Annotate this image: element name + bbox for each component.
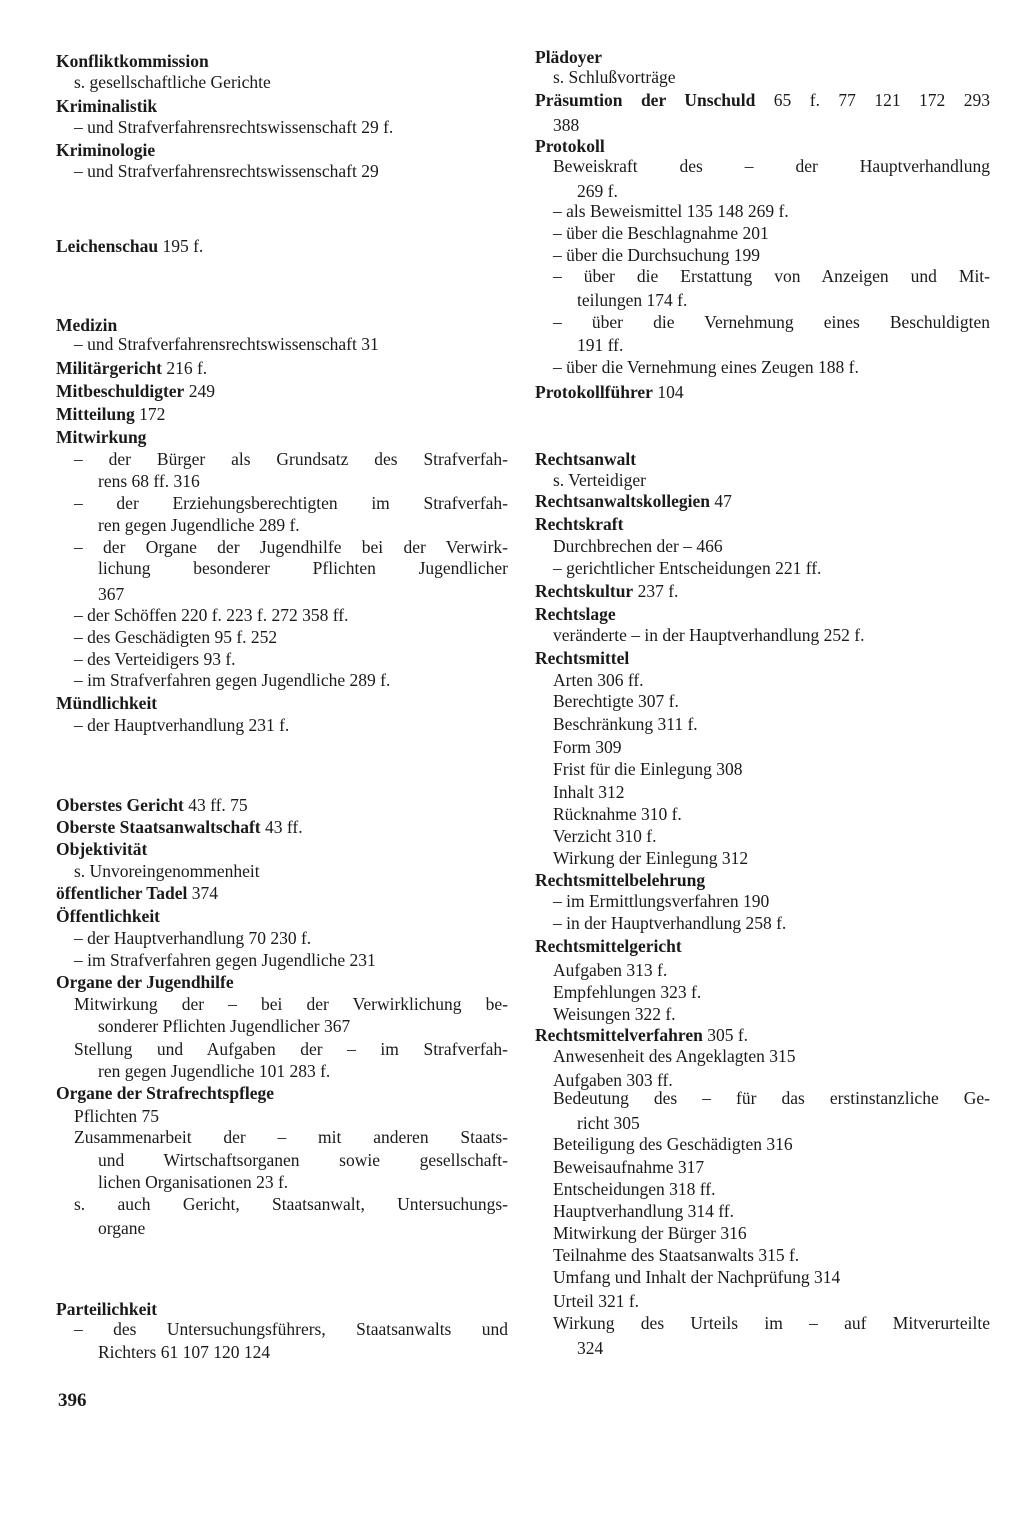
index-entry-headword	[56, 882, 508, 904]
index-entry-subentry: Form 309	[553, 737, 622, 757]
index-entry-subentry: Mitwirkung der – bei der Verwirklichung be-	[74, 994, 508, 1014]
index-entry-headword: Rechtslage	[535, 604, 616, 624]
index-entry-subentry: – im Strafverfahren gegen Jugendliche 289 f.	[74, 670, 391, 690]
entry-term: Rechtsanwaltskollegien	[535, 491, 710, 511]
index-entry-subentry: – des Geschädigten 95 f. 252	[74, 627, 278, 647]
entry-term: Oberste Staatsanwaltschaft	[56, 817, 261, 837]
index-entry-subentry: Anwesenheit des Angeklagten 315	[553, 1046, 796, 1066]
index-entry-subentry: Frist für die Einlegung 308	[553, 759, 743, 779]
index-entry-headword: Organe der Strafrechtspflege	[56, 1083, 275, 1103]
index-entry-headword: Rechtsmittel	[535, 648, 630, 668]
index-entry-subentry: Mitwirkung der Bürger 316	[553, 1223, 747, 1243]
index-entry-subentry: – der Erziehungsberechtigten im Strafverfah-	[74, 493, 508, 513]
index-entry-subentry: – über die Beschlagnahme 201	[553, 223, 769, 243]
index-entry-subentry: Aufgaben 313 f.	[553, 960, 668, 980]
index-entry-headword	[535, 89, 990, 111]
index-entry-headword: Organe der Jugendhilfe	[56, 972, 234, 992]
index-entry-subentry: – der Bürger als Grundsatz des Strafverfah-	[74, 449, 508, 469]
index-entry-subentry: – in der Hauptverhandlung 258 f.	[553, 913, 787, 933]
entry-term: Militärgericht	[56, 358, 162, 378]
index-entry-headword: Rechtsmittelbelehrung	[535, 870, 706, 890]
index-entry-headword	[56, 235, 508, 257]
entry-pages: 216 f.	[161, 358, 208, 378]
index-entry-subentry: Stellung und Aufgaben der – im Strafverfah-	[74, 1039, 508, 1059]
index-entry-subentry: Urteil 321 f.	[553, 1291, 640, 1311]
index-entry-subentry: – als Beweismittel 135 148 269 f.	[553, 201, 789, 221]
index-entry-headword: Plädoyer	[535, 47, 603, 67]
index-entry-subentry: rens 68 ff. 316	[98, 471, 200, 491]
index-entry-subentry: – und Strafverfahrensrechtswissenschaft 29 f.	[74, 117, 394, 137]
index-entry-subentry: – des Untersuchungsführers, Staatsanwalts und	[74, 1319, 508, 1339]
index-entry-headword	[56, 357, 508, 379]
index-entry-headword: Konfliktkommission	[56, 51, 209, 71]
entry-pages: 249	[184, 381, 215, 401]
index-entry-headword	[56, 794, 508, 816]
index-entry-subentry: Pflichten 75	[74, 1106, 160, 1126]
index-entry-subentry: – und Strafverfahrensrechtswissenschaft 31	[74, 334, 379, 354]
index-entry-subentry: ren gegen Jugendliche 289 f.	[98, 515, 300, 535]
index-entry-subentry: Weisungen 322 f.	[553, 1004, 676, 1024]
index-entry-subentry: s. Verteidiger	[553, 470, 646, 490]
entry-pages: 237 f.	[633, 581, 679, 601]
index-entry-subentry: 388	[553, 115, 580, 135]
index-entry-subentry: Empfehlungen 323 f.	[553, 982, 702, 1002]
index-entry-subentry: – über die Durchsuchung 199	[553, 245, 761, 265]
index-entry-subentry: s. auch Gericht, Staatsanwalt, Untersuchungs-	[74, 1194, 508, 1214]
index-entry-headword	[56, 380, 508, 402]
page-number: 396	[58, 1390, 87, 1411]
index-entry-subentry: – über die Erstattung von Anzeigen und Mit-	[553, 266, 990, 286]
index-entry-subentry: 269 f.	[577, 181, 618, 201]
entry-pages: 47	[710, 491, 732, 511]
index-entry-subentry: – gerichtlicher Entscheidungen 221 ff.	[553, 558, 822, 578]
index-entry-subentry: richt 305	[577, 1113, 640, 1133]
index-entry-subentry: Aufgaben 303 ff.	[553, 1070, 673, 1090]
index-entry-subentry: – des Verteidigers 93 f.	[74, 649, 236, 669]
entry-term: Oberstes Gericht	[56, 795, 184, 815]
index-entry-subentry: teilungen 174 f.	[577, 290, 688, 310]
index-entry-subentry: 191 ff.	[577, 335, 624, 355]
index-entry-subentry: s. gesellschaftliche Gerichte	[74, 72, 271, 92]
index-entry-subentry: – im Ermittlungsverfahren 190	[553, 891, 770, 911]
index-entry-headword: Kriminalistik	[56, 96, 158, 116]
index-entry-subentry: organe	[98, 1218, 146, 1238]
index-entry-subentry: Arten 306 ff.	[553, 670, 644, 690]
index-entry-headword	[56, 403, 508, 425]
entry-pages: 43 ff. 75	[183, 795, 248, 815]
entry-term: Rechtskultur	[535, 581, 634, 601]
entry-pages: 43 ff.	[260, 817, 303, 837]
index-entry-headword: Protokoll	[535, 136, 605, 156]
index-entry-subentry: Beweiskraft des – der Hauptverhandlung	[553, 156, 990, 176]
index-entry-subentry: sonderer Pflichten Jugendlicher 367	[98, 1016, 351, 1036]
index-entry-subentry: lichung besonderer Pflichten Jugendlicher	[98, 558, 508, 578]
entry-term: Präsumtion der Unschuld	[535, 90, 756, 110]
index-entry-subentry: Rücknahme 310 f.	[553, 804, 682, 824]
entry-pages: 374	[187, 883, 219, 903]
entry-term: Rechtsmittelverfahren	[535, 1025, 703, 1045]
index-entry-subentry: lichen Organisationen 23 f.	[98, 1172, 289, 1192]
entry-pages: 172	[134, 404, 166, 424]
index-entry-headword: Rechtskraft	[535, 514, 624, 534]
index-entry-subentry: Beschränkung 311 f.	[553, 714, 698, 734]
index-entry-subentry: s. Unvoreingenommenheit	[74, 861, 260, 881]
index-entry-subentry: Wirkung des Urteils im – auf Mitverurteilte	[553, 1313, 990, 1333]
entry-term: öffentlicher Tadel	[56, 883, 188, 903]
index-entry-headword: Parteilichkeit	[56, 1299, 158, 1319]
index-entry-headword	[56, 816, 508, 838]
index-entry-subentry: Berechtigte 307 f.	[553, 691, 679, 711]
entry-term: Mitbeschuldigter	[56, 381, 185, 401]
entry-pages: 305 f.	[702, 1025, 749, 1045]
index-entry-headword: Kriminologie	[56, 140, 156, 160]
index-entry-subentry: Beweisaufnahme 317	[553, 1157, 705, 1177]
index-entry-subentry: – im Strafverfahren gegen Jugendliche 231	[74, 950, 376, 970]
index-entry-headword	[535, 490, 990, 512]
index-entry-headword: Mitwirkung	[56, 427, 147, 447]
entry-term: Leichenschau	[56, 236, 159, 256]
entry-pages: 195 f.	[158, 236, 204, 256]
index-entry-headword	[535, 580, 990, 602]
index-entry-subentry: 367	[98, 584, 125, 604]
index-entry-subentry: Entscheidungen 318 ff.	[553, 1179, 716, 1199]
index-entry-headword: Objektivität	[56, 839, 148, 859]
index-entry-subentry: ren gegen Jugendliche 101 283 f.	[98, 1061, 331, 1081]
index-entry-subentry: s. Schlußvorträge	[553, 67, 676, 87]
index-entry-subentry: – der Organe der Jugendhilfe bei der Verwirk-	[74, 537, 508, 557]
index-entry-subentry: Richters 61 107 120 124	[98, 1342, 271, 1362]
index-entry-subentry: veränderte – in der Hauptverhandlung 252 f.	[553, 625, 865, 645]
entry-pages: 65 f. 77 121 172 293	[755, 90, 990, 110]
index-entry-subentry: – über die Vernehmung eines Zeugen 188 f.	[553, 357, 859, 377]
index-entry-headword	[535, 1024, 990, 1046]
entry-pages: 104	[652, 382, 684, 402]
index-entry-subentry: Teilnahme des Staatsanwalts 315 f.	[553, 1245, 800, 1265]
index-entry-subentry: – der Hauptverhandlung 70 230 f.	[74, 928, 312, 948]
index-entry-subentry: – und Strafverfahrensrechtswissenschaft 29	[74, 161, 379, 181]
index-entry-subentry: 324	[577, 1338, 604, 1358]
index-entry-subentry: Bedeutung des – für das erstinstanzliche Ge-	[553, 1088, 990, 1108]
entry-term: Protokollführer	[535, 382, 653, 402]
index-entry-headword: Medizin	[56, 315, 118, 335]
index-entry-subentry: Beteiligung des Geschädigten 316	[553, 1134, 793, 1154]
index-entry-subentry: Hauptverhandlung 314 ff.	[553, 1201, 734, 1221]
index-entry-headword: Rechtsmittelgericht	[535, 936, 682, 956]
index-entry-headword	[535, 381, 990, 403]
index-entry-subentry: Zusammenarbeit der – mit anderen Staats-	[74, 1127, 508, 1147]
index-entry-subentry: Durchbrechen der – 466	[553, 536, 723, 556]
index-entry-subentry: Umfang und Inhalt der Nachprüfung 314	[553, 1267, 841, 1287]
index-entry-subentry: und Wirtschaftsorganen sowie gesellschaft-	[98, 1150, 508, 1170]
index-entry-headword: Öffentlichkeit	[56, 906, 161, 926]
index-entry-subentry: Inhalt 312	[553, 782, 625, 802]
index-entry-headword: Rechtsanwalt	[535, 449, 637, 469]
index-entry-headword: Mündlichkeit	[56, 693, 158, 713]
index-entry-subentry: – über die Vernehmung eines Beschuldigten	[553, 312, 990, 332]
index-entry-subentry: – der Hauptverhandlung 231 f.	[74, 715, 290, 735]
index-entry-subentry: Wirkung der Einlegung 312	[553, 848, 749, 868]
entry-term: Mitteilung	[56, 404, 135, 424]
index-entry-subentry: Verzicht 310 f.	[553, 826, 657, 846]
index-entry-subentry: – der Schöffen 220 f. 223 f. 272 358 ff.	[74, 605, 349, 625]
